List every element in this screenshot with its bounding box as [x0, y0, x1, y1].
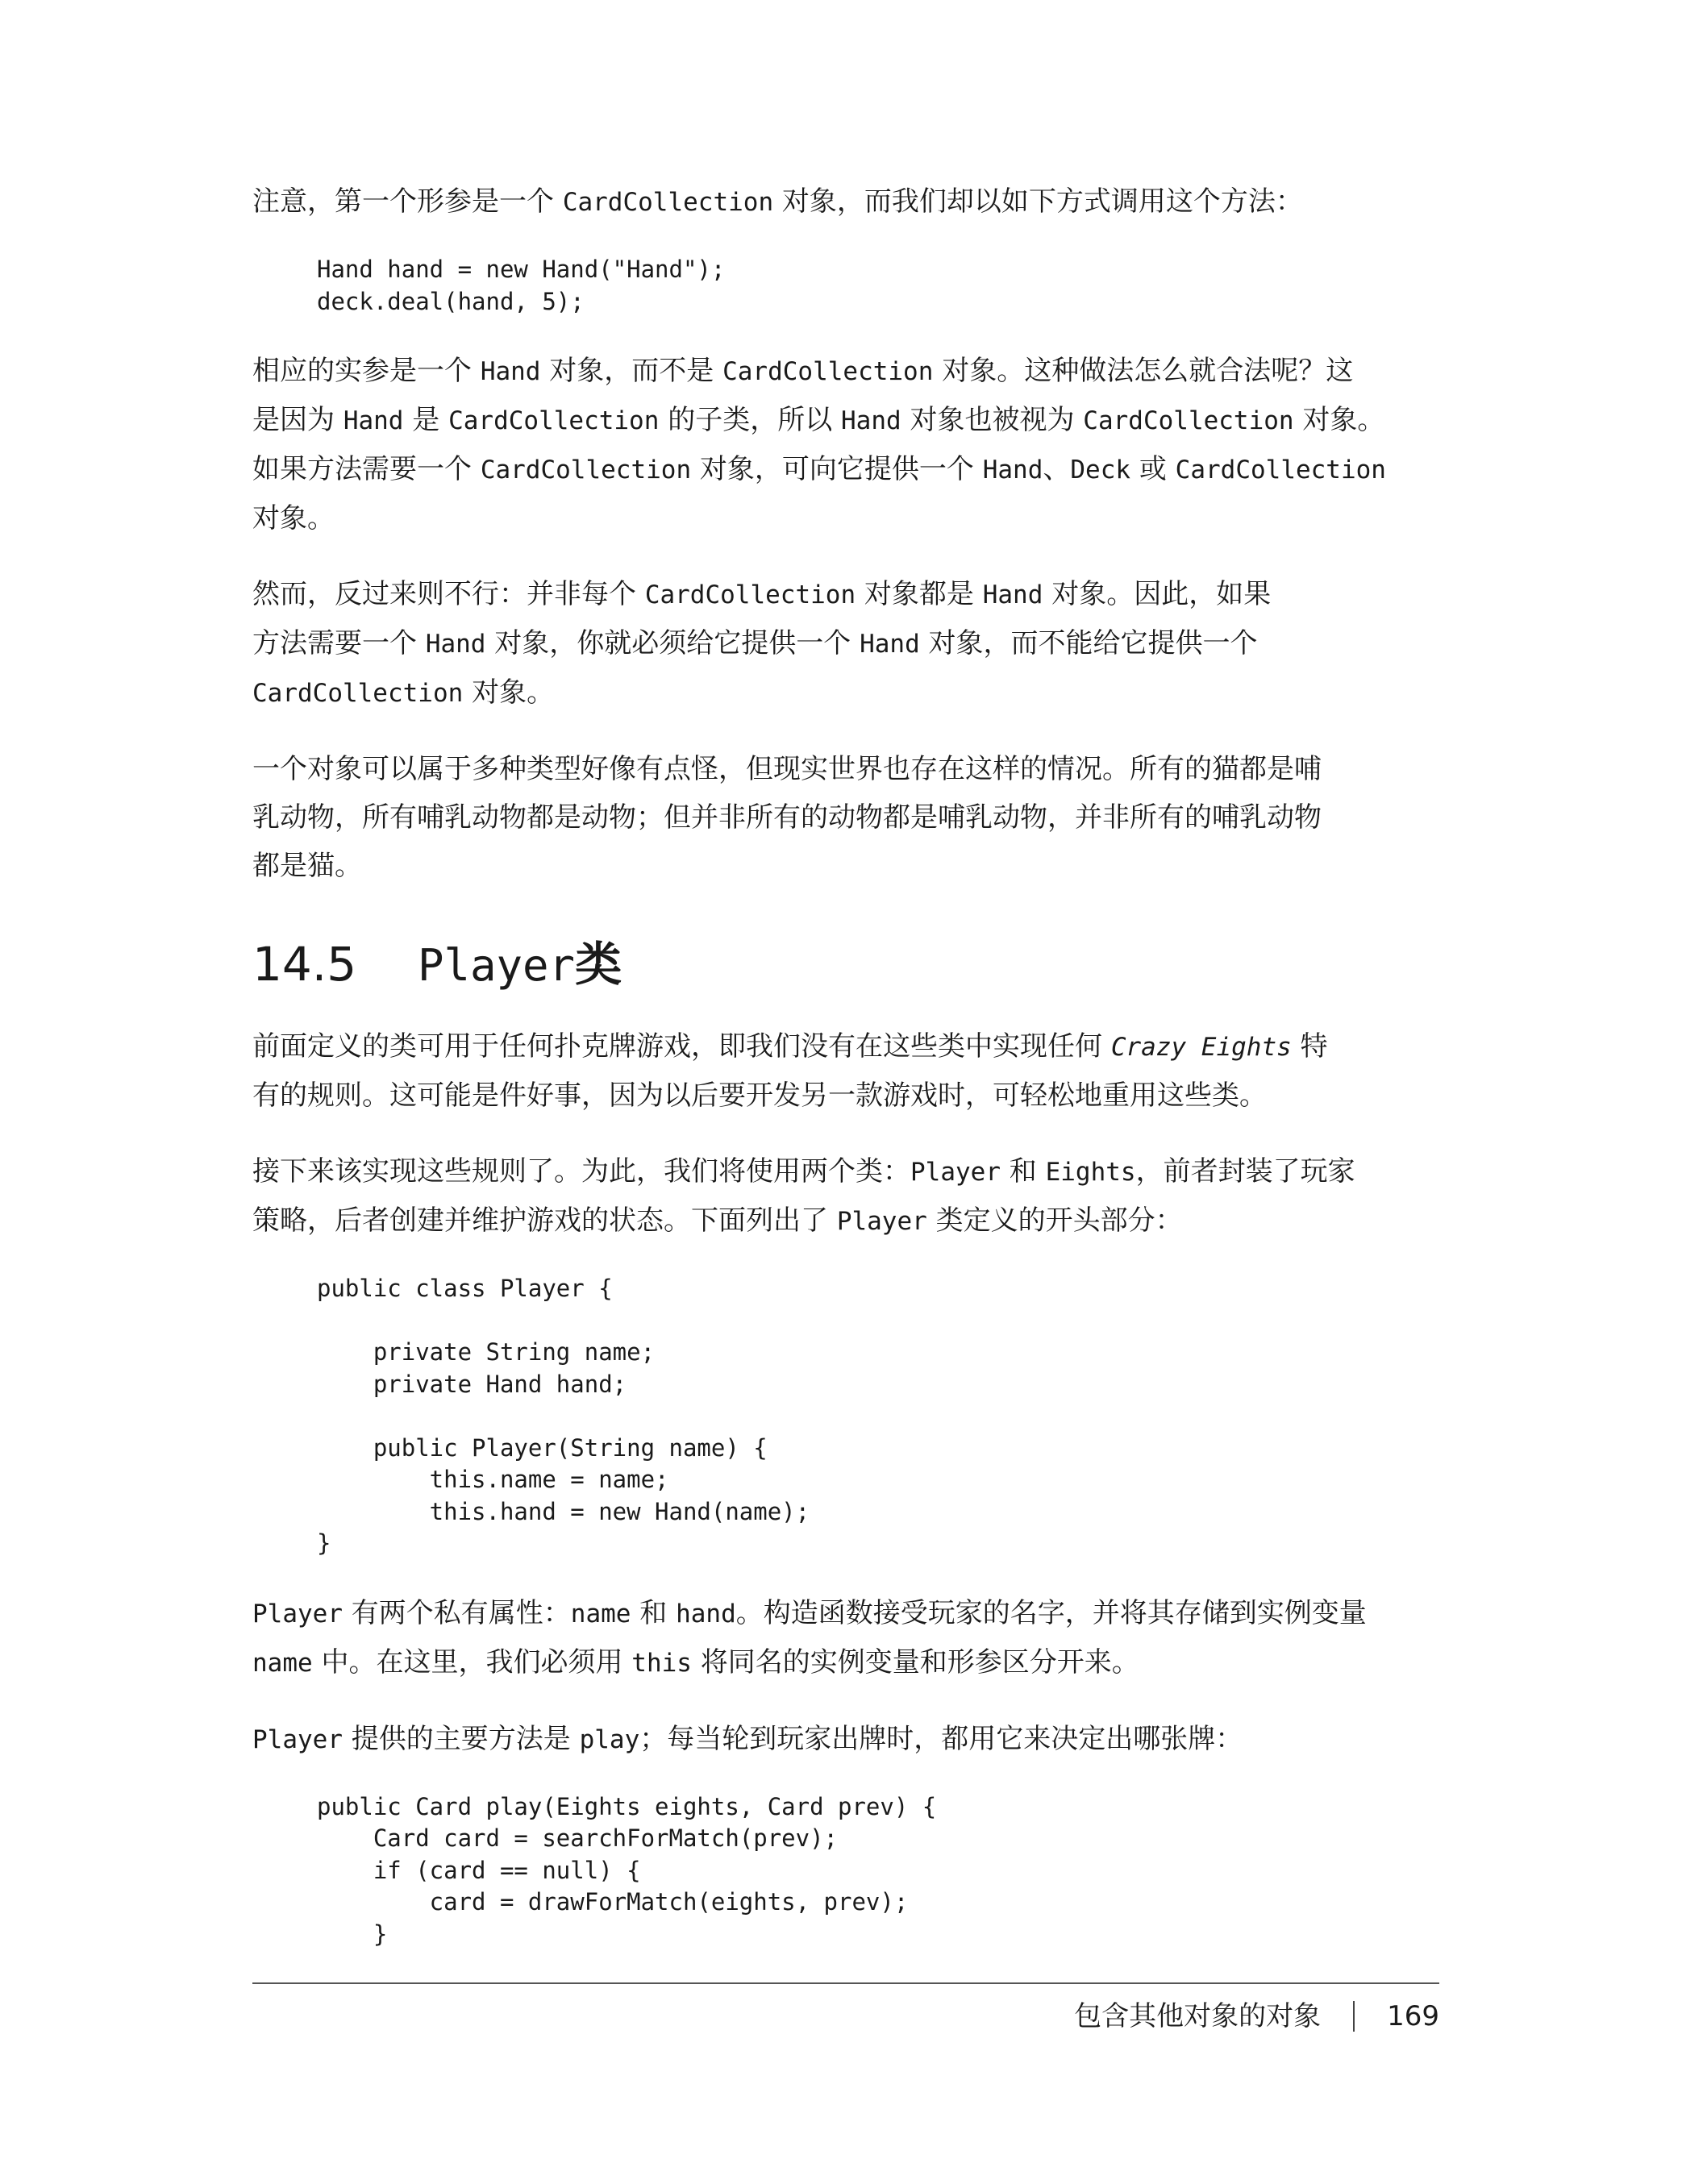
footer-divider — [252, 1982, 1439, 1984]
paragraph-2-line-3: 如果方法需要一个 CardCollection 对象，可向它提供一个 Hand、Deck 或 CardCollection — [252, 453, 1386, 485]
page-body — [252, 177, 1439, 1979]
paragraph-5-line-1: 前面定义的类可用于任何扑克牌游戏，即我们没有在这些类中实现任何 Crazy Eights 特 — [252, 1030, 1328, 1063]
code-block-player-class: public class Player { private String name; private Hand hand; public Player(String name) { this.name = name; this.hand = new Hand(name); } — [317, 1275, 810, 1557]
paragraph-2-line-4: 对象。 — [252, 502, 335, 535]
paragraph-3 — [252, 570, 1439, 718]
paragraph-1: 注意，第一个形参是一个 CardCollection 对象，而我们却以如下方式调用这个方法： — [252, 185, 1303, 218]
paragraph-6-line-2: 策略，后者创建并维护游戏的状态。下面列出了 Player 类定义的开头部分： — [252, 1204, 1183, 1237]
paragraph-8: Player 提供的主要方法是 play；每当轮到玩家出牌时，都用它来决定出哪张牌： — [252, 1722, 1243, 1755]
footer-chapter-title: 包含其他对象的对象 — [1074, 2000, 1322, 2032]
paragraph-3-line-2: 方法需要一个 Hand 对象，你就必须给它提供一个 Hand 对象，而不能给它提供一个 — [252, 627, 1258, 659]
section-title-code: Player — [418, 940, 576, 991]
paragraph-2 — [252, 347, 1439, 543]
paragraph-3-line-1: 然而，反过来则不行：并非每个 CardCollection 对象都是 Hand 对象。因此，如果 — [252, 578, 1272, 610]
page-footer — [1074, 1996, 1439, 2036]
paragraph-7-line-1: Player 有两个私有属性：name 和 hand。构造函数接受玩家的名字，并将其存储到实例变量 — [252, 1596, 1367, 1629]
paragraph-2-line-1: 相应的实参是一个 Hand 对象，而不是 CardCollection 对象。这种做法怎么就合法呢？这 — [252, 355, 1354, 387]
paragraph-3-line-3: CardCollection 对象。 — [252, 676, 555, 709]
section-number: 14.5 — [252, 937, 357, 992]
paragraph-6-line-1: 接下来该实现这些规则了。为此，我们将使用两个类：Player 和 Eights，前者封装了玩家 — [252, 1155, 1355, 1188]
page-number: 169 — [1387, 2000, 1439, 2032]
paragraph-4: 一个对象可以属于多种类型好像有点怪，但现实世界也存在这样的情况。所有的猫都是哺 乳动物，所有哺乳动物都是动物；但并非所有的动物都是哺乳动物，并非所有的哺乳动物 都是猫。 — [252, 753, 1322, 882]
section-title-cjk: 类 — [575, 937, 622, 992]
paragraph-6 — [252, 1147, 1439, 1246]
code-block-deal: Hand hand = new Hand("Hand"); deck.deal(hand, 5); — [317, 256, 726, 315]
section-heading — [252, 932, 1439, 998]
paragraph-7 — [252, 1589, 1439, 1687]
footer-separator — [1353, 2001, 1355, 2032]
paragraph-2-line-2: 是因为 Hand 是 CardCollection 的子类，所以 Hand 对象也被视为 CardCollection 对象。 — [252, 404, 1385, 436]
paragraph-7-line-2: name 中。在这里，我们必须用 this 将同名的实例变量和形参区分开来。 — [252, 1645, 1139, 1679]
paragraph-5: 前面定义的类可用于任何扑克牌游戏，即我们没有在这些类中实现任何 Crazy Eights 特 有的规则。这可能是件好事，因为以后要开发另一款游戏时，可轻松地重用这些类。 — [252, 1022, 1439, 1120]
code-block-play-method: public Card play(Eights eights, Card prev) { Card card = searchForMatch(prev); if (card == null) { card = drawForMatch(eights, prev); } — [317, 1792, 937, 1948]
